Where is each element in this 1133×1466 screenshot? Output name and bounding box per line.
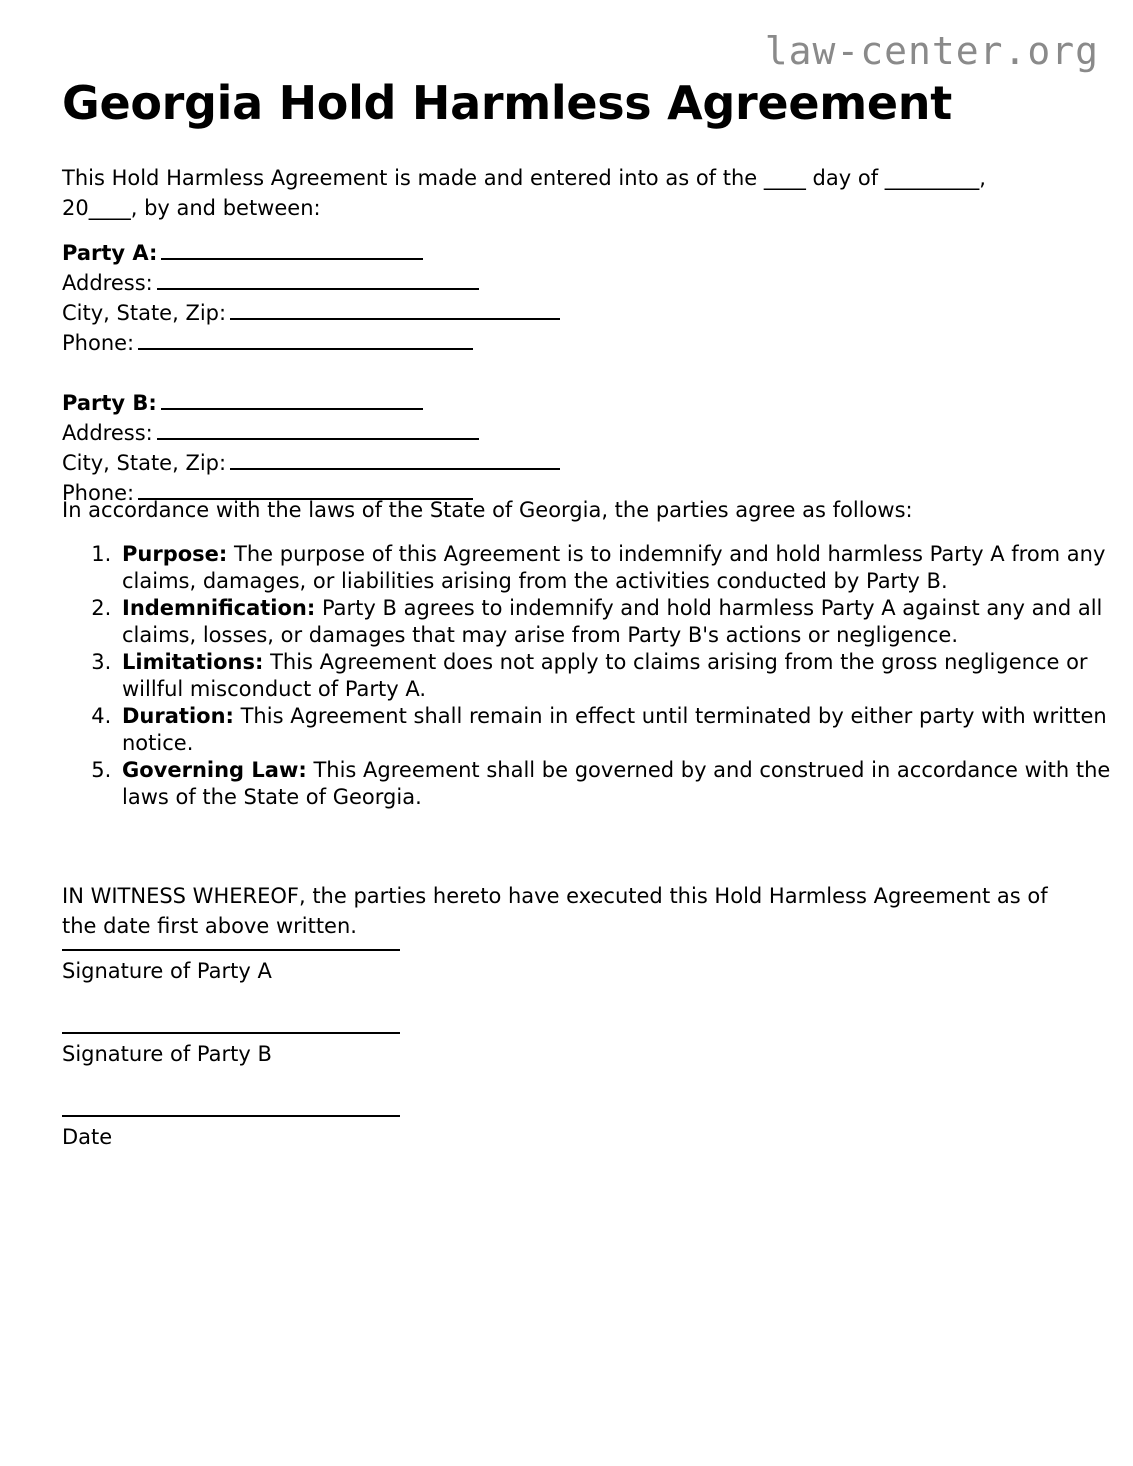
- signature-party-a: [62, 948, 562, 986]
- party-a-address-label: Address:: [62, 271, 153, 295]
- term-name-purpose: Purpose:: [122, 542, 228, 566]
- term-item-limitations: [118, 649, 1126, 703]
- term-name-indemnification: Indemnification:: [122, 596, 316, 620]
- term-item-duration: [118, 703, 1126, 757]
- party-a-name-blank[interactable]: [161, 241, 423, 260]
- witness-paragraph: IN WITNESS WHEREOF, the parties hereto have executed this Hold Harmless Agreement as of the date first above written.: [62, 884, 1048, 938]
- party-a-phone-field: [62, 328, 1070, 358]
- signature-party-b-caption: Signature of Party B: [62, 1042, 272, 1066]
- party-a-address-field: [62, 268, 1070, 298]
- site-watermark: law-center.org: [764, 29, 1099, 73]
- party-b-citystatezip-label: City, State, Zip:: [62, 451, 227, 475]
- party-a-address-blank[interactable]: [157, 271, 479, 290]
- parties-section: [62, 238, 1070, 508]
- page-title: Georgia Hold Harmless Agreement: [62, 76, 952, 130]
- term-item-purpose: [118, 541, 1126, 595]
- party-a-citystatezip-blank[interactable]: [230, 301, 560, 320]
- party-b-phone-label: Phone:: [62, 481, 135, 505]
- party-b-citystatezip-field: [62, 448, 1070, 478]
- party-b-name-field: [62, 388, 1070, 418]
- term-name-governing-law: Governing Law:: [122, 758, 307, 782]
- signature-party-b-line[interactable]: [62, 1031, 400, 1034]
- party-b-name-label: Party B:: [62, 391, 157, 415]
- term-item-governing-law: [118, 757, 1126, 811]
- party-a-citystatezip-field: [62, 298, 1070, 328]
- intro-paragraph: [62, 163, 1070, 223]
- signature-section: [62, 948, 562, 1197]
- term-item-indemnification: [118, 595, 1126, 649]
- signature-party-a-line[interactable]: [62, 948, 400, 951]
- term-text-governing-law: This Agreement shall be governed by and construed in accordance with the laws of the State of Georgia.: [122, 758, 1111, 809]
- term-name-limitations: Limitations:: [122, 650, 264, 674]
- party-b-block: [62, 388, 1070, 508]
- party-b-citystatezip-blank[interactable]: [230, 451, 560, 470]
- term-text-duration: This Agreement shall remain in effect until terminated by either party with written notice.: [122, 704, 1107, 755]
- signature-date: [62, 1114, 562, 1152]
- intro-line-1: This Hold Harmless Agreement is made and entered into as of the ____ day of _________,: [62, 166, 986, 190]
- party-block-spacer: [62, 358, 1070, 388]
- party-b-address-label: Address:: [62, 421, 153, 445]
- party-a-phone-blank[interactable]: [138, 331, 473, 350]
- terms-list: [62, 541, 1126, 811]
- term-text-limitations: This Agreement does not apply to claims arising from the gross negligence or willful misconduct of Party A.: [122, 650, 1088, 701]
- signature-date-caption: Date: [62, 1125, 113, 1149]
- signature-date-line[interactable]: [62, 1114, 400, 1117]
- party-a-phone-label: Phone:: [62, 331, 135, 355]
- party-a-citystatezip-label: City, State, Zip:: [62, 301, 227, 325]
- accordance-paragraph: In accordance with the laws of the State of Georgia, the parties agree as follows:: [62, 498, 913, 522]
- signature-party-b: [62, 1031, 562, 1069]
- party-b-name-blank[interactable]: [161, 391, 423, 410]
- party-b-address-blank[interactable]: [157, 421, 479, 440]
- term-text-purpose: The purpose of this Agreement is to indemnify and hold harmless Party A from any claims, damages, or liabilities arising from the activities conducted by Party B.: [122, 542, 1106, 593]
- party-a-block: [62, 238, 1070, 358]
- party-a-name-field: [62, 238, 1070, 268]
- signature-party-a-caption: Signature of Party A: [62, 959, 272, 983]
- party-a-name-label: Party A:: [62, 241, 158, 265]
- party-b-address-field: [62, 418, 1070, 448]
- term-text-indemnification: Party B agrees to indemnify and hold harmless Party A against any and all claims, losses, or damages that may arise from Party B's actions or negligence.: [122, 596, 1103, 647]
- term-name-duration: Duration:: [122, 704, 234, 728]
- intro-line-2: 20____, by and between:: [62, 196, 321, 220]
